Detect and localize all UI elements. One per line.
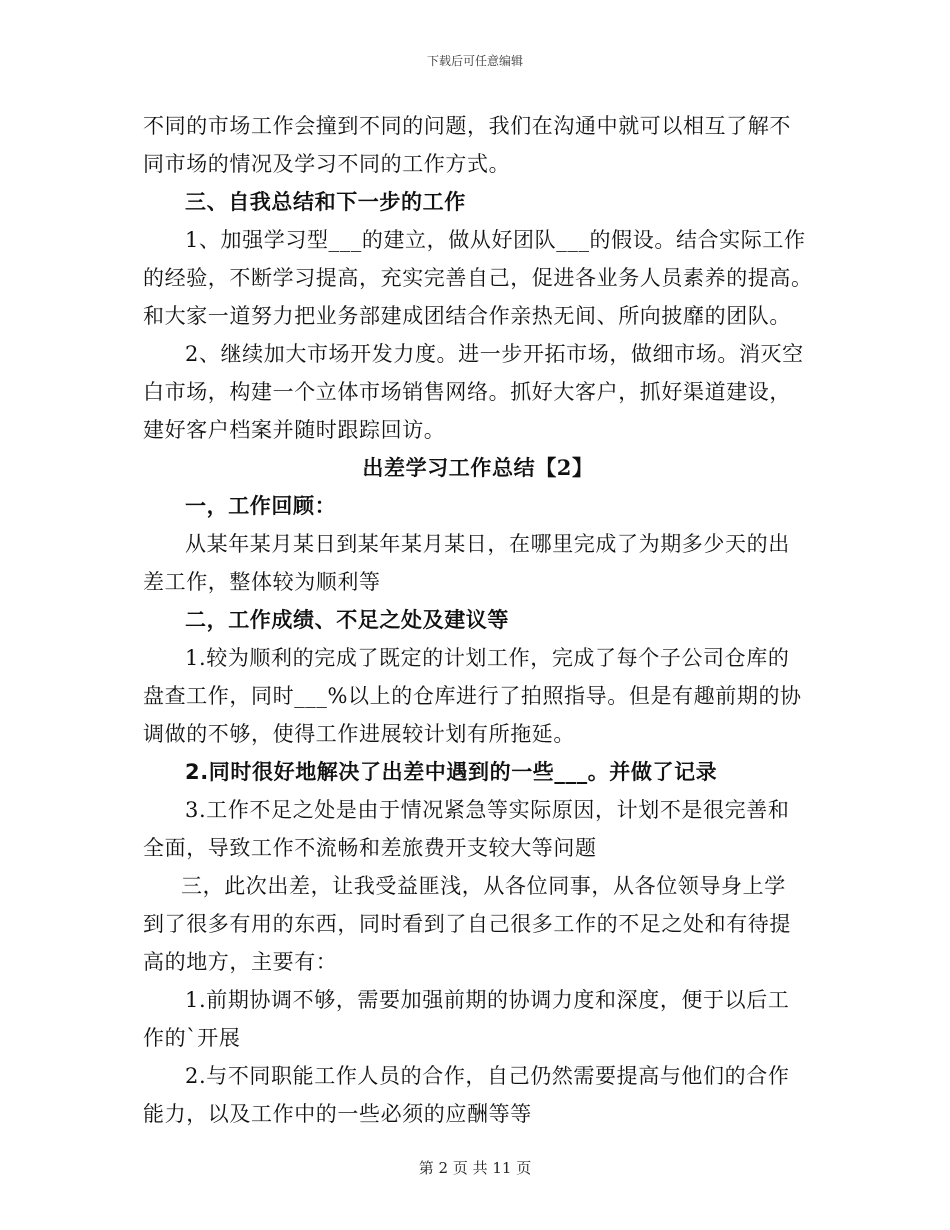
page-number-footer: 第 2 页 共 11 页	[418, 1159, 532, 1177]
paragraph-line: 和大家一道努力把业务部建成团结合作亲热无间、所向披靡的团队。	[143, 304, 791, 328]
paragraph-line: 全面，导致工作不流畅和差旅费开支较大等问题	[143, 836, 597, 860]
section-heading: 三、自我总结和下一步的工作	[185, 189, 466, 214]
paragraph-line: 三，此次出差，让我受益匪浅，从各位同事，从各位领导身上学	[181, 874, 786, 898]
section-heading: 二，工作成绩、不足之处及建议等	[185, 607, 509, 632]
paragraph-line: 建好客户档案并随时跟踪回访。	[143, 418, 446, 442]
page-header-note: 下载后可任意编辑	[426, 54, 523, 68]
paragraph-line: 能力，以及工作中的一些必须的应酬等等	[143, 1102, 532, 1126]
paragraph-line: 白市场，构建一个立体市场销售网络。抓好大客户，抓好渠道建设，	[143, 380, 791, 404]
paragraph-line: 的经验，不断学习提高，充实完善自己，促进各业务人员素养的提高。	[143, 266, 813, 290]
paragraph-line: 1、加强学习型___的建立，做从好团队___的假设。结合实际工作	[185, 228, 806, 252]
paragraph-line: 调做的不够，使得工作进展较计划有所拖延。	[143, 722, 575, 746]
paragraph-line: 同市场的情况及学习不同的工作方式。	[143, 152, 511, 176]
paragraph-line: 1.前期协调不够，需要加强前期的协调力度和深度，便于以后工	[185, 988, 790, 1012]
paragraph-line: 2、继续加大市场开发力度。进一步开拓市场，做细市场。消灭空	[185, 342, 804, 366]
paragraph-line: 高的地方，主要有：	[143, 950, 338, 974]
section-heading: 一，工作回顾：	[185, 493, 337, 518]
paragraph-line: 到了很多有用的东西，同时看到了自己很多工作的不足之处和有待提	[143, 912, 791, 936]
paragraph-line: 3.工作不足之处是由于情况紧急等实际原因，计划不是很完善和	[185, 798, 790, 822]
paragraph-line: 从某年某月某日到某年某月某日，在哪里完成了为期多少天的出	[185, 532, 790, 556]
bold-paragraph-line: 2.同时很好地解决了出差中遇到的一些___。并做了记录	[185, 760, 718, 784]
paragraph-line: 2.与不同职能工作人员的合作，自己仍然需要提高与他们的合作	[185, 1064, 790, 1088]
paragraph-line: 盘查工作，同时___%以上的仓库进行了拍照指导。但是有趣前期的协	[143, 684, 802, 708]
document-title: 出差学习工作总结【2】	[362, 455, 594, 480]
paragraph-line: 作的`开展	[143, 1026, 241, 1050]
paragraph-line: 差工作，整体较为顺利等	[143, 570, 381, 594]
document-body	[143, 107, 813, 1133]
paragraph-line: 1.较为顺利的完成了既定的计划工作，完成了每个子公司仓库的	[185, 646, 790, 670]
paragraph-line: 不同的市场工作会撞到不同的问题，我们在沟通中就可以相互了解不	[143, 114, 791, 138]
